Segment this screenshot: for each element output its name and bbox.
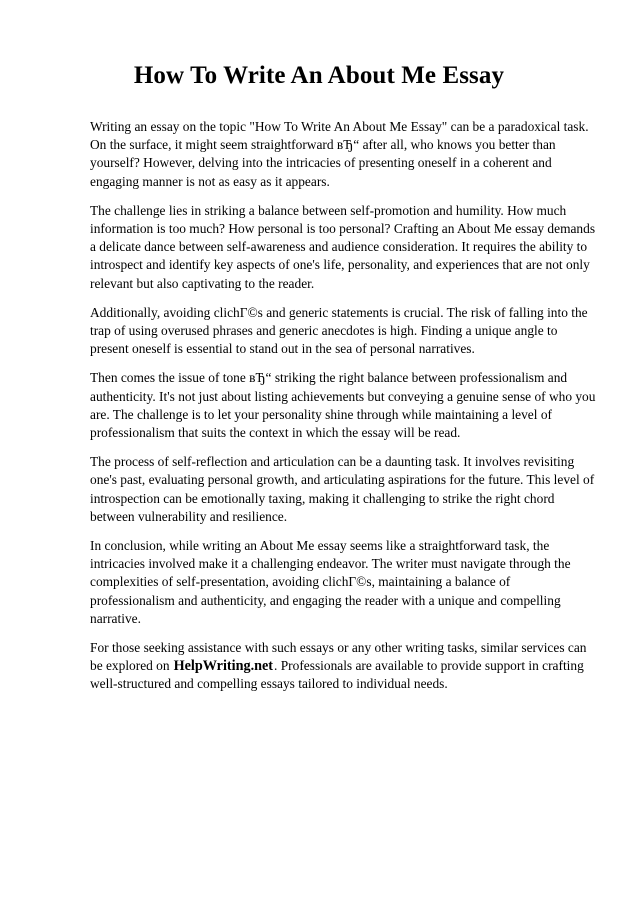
paragraph-tone: Then comes the issue of tone вЂ“ striking the right balance between professionalism and authenticity. It's not just about listing achievements but conveying a genuine sense of who you are. The challenge is to let your personality shine through while maintaining a level of professionalism that suits the context in which the essay will be read. [90,370,596,441]
paragraph-assistance [90,639,598,694]
document-title: How To Write An About Me Essay [133,62,505,89]
paragraph-self-reflection: The process of self-reflection and articulation can be a daunting task. It involves revisiting one's past, evaluating personal growth, and articulating aspirations for the future. This level of introspection can be emotionally taxing, making it challenging to strike the right chord between vulnerability and resilience. [90,454,595,524]
paragraph-cliches: Additionally, avoiding clichГ©s and generic statements is crucial. The risk of falling into the trap of using overused phrases and generic anecdotes is high. Finding a unique angle to present oneself is essential to stand out in the sea of personal narratives. [90,304,588,357]
helpwriting-link[interactable]: HelpWriting.net [173,658,274,675]
paragraph-intro: Writing an essay on the topic "How To Write An About Me Essay" can be a paradoxical task. On the surface, it might seem straightforward вЂ“ after all, who knows you better than yourself? However, delving into the intricacies of presenting oneself in a coherent and engaging manner is not as easy as it appears. [90,119,589,189]
paragraph-challenge: The challenge lies in striking a balance between self-promotion and humility. How much information is too much? How personal is too personal? Crafting an About Me essay demands a delicate dance between self-awareness and audience consideration. It requires the ability to introspect and identify key aspects of one's life, personality, and experiences that are not only relevant but also captivating to the reader. [90,202,596,291]
document-body [90,118,598,705]
assistance-text-after-link: . Professionals are available to provide support in crafting well-structured and compelling essays tailored to individual needs. [90,658,584,692]
assistance-text-before-link: For those seeking assistance with such essays or any other writing tasks, similar services can be explored on [90,640,587,674]
paragraph-conclusion: In conclusion, while writing an About Me essay seems like a straightforward task, the intricacies involved make it a challenging endeavor. The writer must navigate through the complexities of self-presentation, avoiding clichГ©s, maintaining a balance of professionalism and authenticity, and engaging the reader with a unique and compelling narrative. [90,538,571,626]
